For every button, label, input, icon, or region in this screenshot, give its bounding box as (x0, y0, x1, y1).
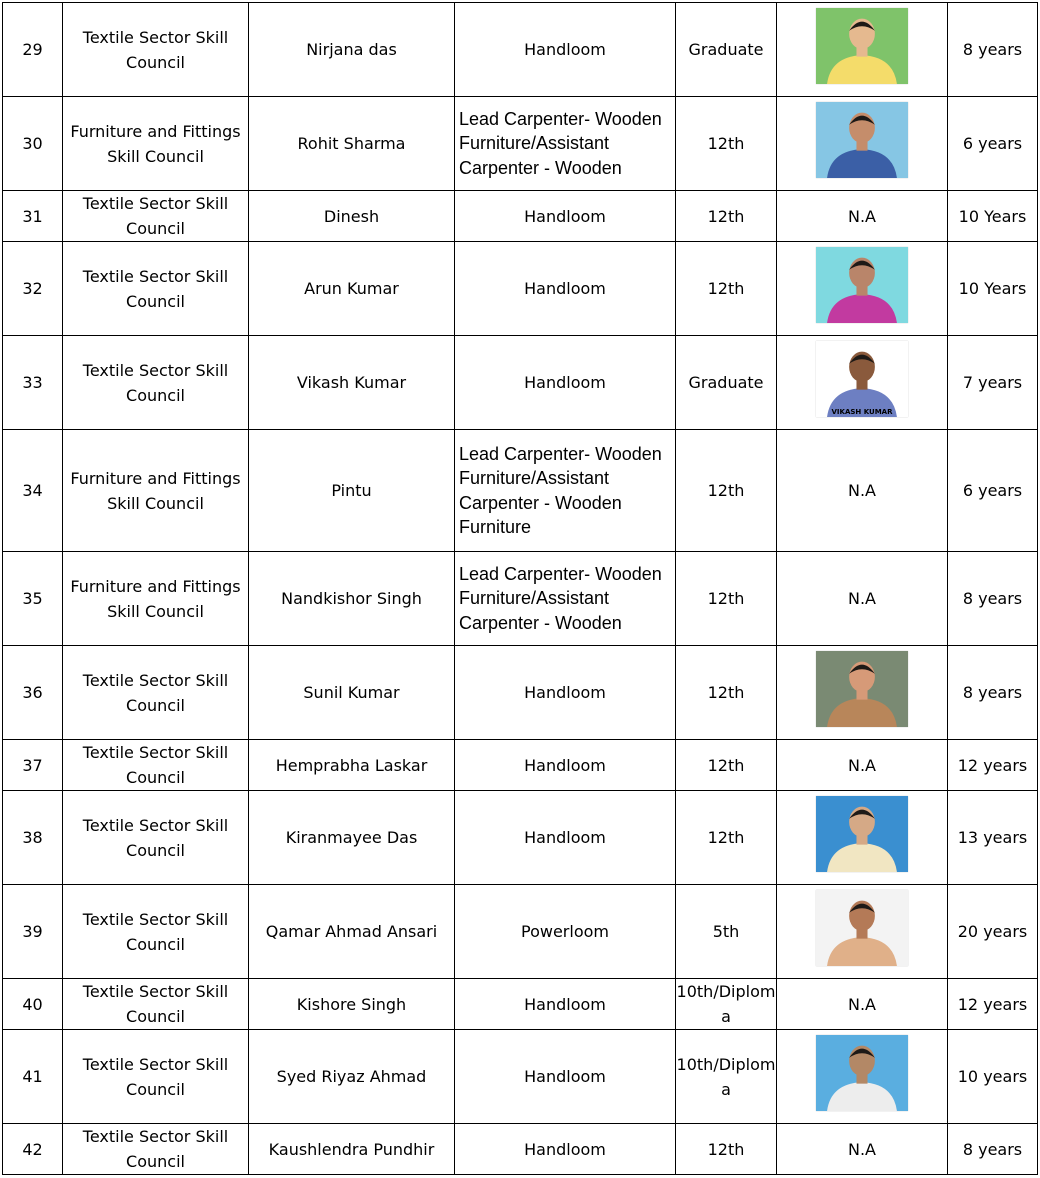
photo-caption: VIKASH KUMAR (831, 408, 893, 416)
trade-cell: Handloom (455, 242, 676, 336)
photo-cell: N.A (777, 740, 948, 791)
trainer-name-cell: Kaushlendra Pundhir (249, 1124, 455, 1175)
photo-cell (777, 3, 948, 97)
skill-council-cell: Furniture and Fittings Skill Council (63, 430, 249, 552)
skill-council-cell: Textile Sector Skill Council (63, 3, 249, 97)
qualification-cell: Graduate (676, 3, 777, 97)
table-row (3, 885, 1038, 979)
qualification-cell: 12th (676, 242, 777, 336)
photo-cell (777, 646, 948, 740)
experience-cell: 7 years (948, 336, 1038, 430)
qualification-cell: 12th (676, 191, 777, 242)
skill-council-cell: Textile Sector Skill Council (63, 1030, 249, 1124)
trainer-name-cell: Dinesh (249, 191, 455, 242)
table-row (3, 791, 1038, 885)
serial-number-cell: 36 (3, 646, 63, 740)
skill-council-cell: Textile Sector Skill Council (63, 242, 249, 336)
table-row (3, 3, 1038, 97)
serial-number-cell: 39 (3, 885, 63, 979)
trade-cell: Handloom (455, 3, 676, 97)
photo-cell (777, 791, 948, 885)
qualification-cell: 12th (676, 552, 777, 646)
serial-number-cell: 29 (3, 3, 63, 97)
trade-cell: Lead Carpenter- Wooden Furniture/Assistant Carpenter - Wooden (455, 97, 676, 191)
trainer-name-cell: Syed Riyaz Ahmad (249, 1030, 455, 1124)
serial-number-cell: 40 (3, 979, 63, 1030)
qualification-cell: 12th (676, 791, 777, 885)
skill-council-cell: Textile Sector Skill Council (63, 1124, 249, 1175)
photo-cell: N.A (777, 979, 948, 1030)
experience-cell: 8 years (948, 3, 1038, 97)
table-row (3, 336, 1038, 430)
photo-cell (777, 885, 948, 979)
trade-cell: Lead Carpenter- Wooden Furniture/Assistant Carpenter - Wooden (455, 552, 676, 646)
trainer-photo (816, 890, 908, 966)
photo-cell: N.A (777, 1124, 948, 1175)
photo-cell (777, 97, 948, 191)
trainer-table (2, 2, 1038, 1175)
table-row (3, 191, 1038, 242)
trainer-name-cell: Kishore Singh (249, 979, 455, 1030)
trainer-name-cell: Nandkishor Singh (249, 552, 455, 646)
trainer-name-cell: Hemprabha Laskar (249, 740, 455, 791)
experience-cell: 12 years (948, 740, 1038, 791)
experience-cell: 20 years (948, 885, 1038, 979)
serial-number-cell: 33 (3, 336, 63, 430)
skill-council-cell: Furniture and Fittings Skill Council (63, 97, 249, 191)
photo-cell: N.A (777, 552, 948, 646)
trainer-name-cell: Pintu (249, 430, 455, 552)
experience-cell: 10 years (948, 1030, 1038, 1124)
qualification-cell: 12th (676, 646, 777, 740)
photo-cell: N.A (777, 430, 948, 552)
experience-cell: 8 years (948, 646, 1038, 740)
trainer-photo (816, 651, 908, 727)
qualification-cell: 12th (676, 1124, 777, 1175)
qualification-cell: 12th (676, 97, 777, 191)
table-row (3, 1030, 1038, 1124)
trade-cell: Powerloom (455, 885, 676, 979)
serial-number-cell: 38 (3, 791, 63, 885)
trainer-name-cell: Sunil Kumar (249, 646, 455, 740)
trainer-name-cell: Qamar Ahmad Ansari (249, 885, 455, 979)
skill-council-cell: Textile Sector Skill Council (63, 191, 249, 242)
table-row (3, 430, 1038, 552)
photo-cell: N.A (777, 191, 948, 242)
trainer-photo (816, 796, 908, 872)
trade-cell: Handloom (455, 740, 676, 791)
serial-number-cell: 42 (3, 1124, 63, 1175)
serial-number-cell: 37 (3, 740, 63, 791)
experience-cell: 6 years (948, 430, 1038, 552)
serial-number-cell: 31 (3, 191, 63, 242)
qualification-cell: 5th (676, 885, 777, 979)
serial-number-cell: 35 (3, 552, 63, 646)
skill-council-cell: Textile Sector Skill Council (63, 979, 249, 1030)
trade-cell: Handloom (455, 1030, 676, 1124)
photo-cell (777, 336, 948, 430)
trainer-name-cell: Rohit Sharma (249, 97, 455, 191)
experience-cell: 6 years (948, 97, 1038, 191)
trainer-name-cell: Arun Kumar (249, 242, 455, 336)
skill-council-cell: Textile Sector Skill Council (63, 885, 249, 979)
trade-cell: Handloom (455, 191, 676, 242)
table-row (3, 242, 1038, 336)
trainer-photo (816, 1035, 908, 1111)
table-row (3, 740, 1038, 791)
experience-cell: 13 years (948, 791, 1038, 885)
qualification-cell: Graduate (676, 336, 777, 430)
trainer-name-cell: Kiranmayee Das (249, 791, 455, 885)
trainer-name-cell: Nirjana das (249, 3, 455, 97)
experience-cell: 8 years (948, 552, 1038, 646)
trade-cell: Lead Carpenter- Wooden Furniture/Assistant Carpenter - Wooden Furniture (455, 430, 676, 552)
qualification-cell: 12th (676, 430, 777, 552)
trade-cell: Handloom (455, 979, 676, 1030)
trainer-photo (816, 341, 908, 417)
trade-cell: Handloom (455, 791, 676, 885)
table-row (3, 979, 1038, 1030)
trade-cell: Handloom (455, 336, 676, 430)
trainer-photo (816, 102, 908, 178)
photo-cell (777, 1030, 948, 1124)
trainer-table-body (3, 3, 1038, 1175)
trainer-name-cell: Vikash Kumar (249, 336, 455, 430)
skill-council-cell: Furniture and Fittings Skill Council (63, 552, 249, 646)
trade-cell: Handloom (455, 646, 676, 740)
trade-cell: Handloom (455, 1124, 676, 1175)
experience-cell: 8 years (948, 1124, 1038, 1175)
skill-council-cell: Textile Sector Skill Council (63, 740, 249, 791)
skill-council-cell: Textile Sector Skill Council (63, 646, 249, 740)
trainer-photo (816, 8, 908, 84)
serial-number-cell: 41 (3, 1030, 63, 1124)
photo-cell (777, 242, 948, 336)
serial-number-cell: 30 (3, 97, 63, 191)
qualification-cell: 10th/Diploma (676, 1030, 777, 1124)
experience-cell: 10 Years (948, 191, 1038, 242)
skill-council-cell: Textile Sector Skill Council (63, 336, 249, 430)
serial-number-cell: 32 (3, 242, 63, 336)
qualification-cell: 10th/Diploma (676, 979, 777, 1030)
table-row (3, 552, 1038, 646)
skill-council-cell: Textile Sector Skill Council (63, 791, 249, 885)
experience-cell: 10 Years (948, 242, 1038, 336)
serial-number-cell: 34 (3, 430, 63, 552)
experience-cell: 12 years (948, 979, 1038, 1030)
table-row (3, 646, 1038, 740)
table-row (3, 97, 1038, 191)
table-row (3, 1124, 1038, 1175)
trainer-photo (816, 247, 908, 323)
qualification-cell: 12th (676, 740, 777, 791)
